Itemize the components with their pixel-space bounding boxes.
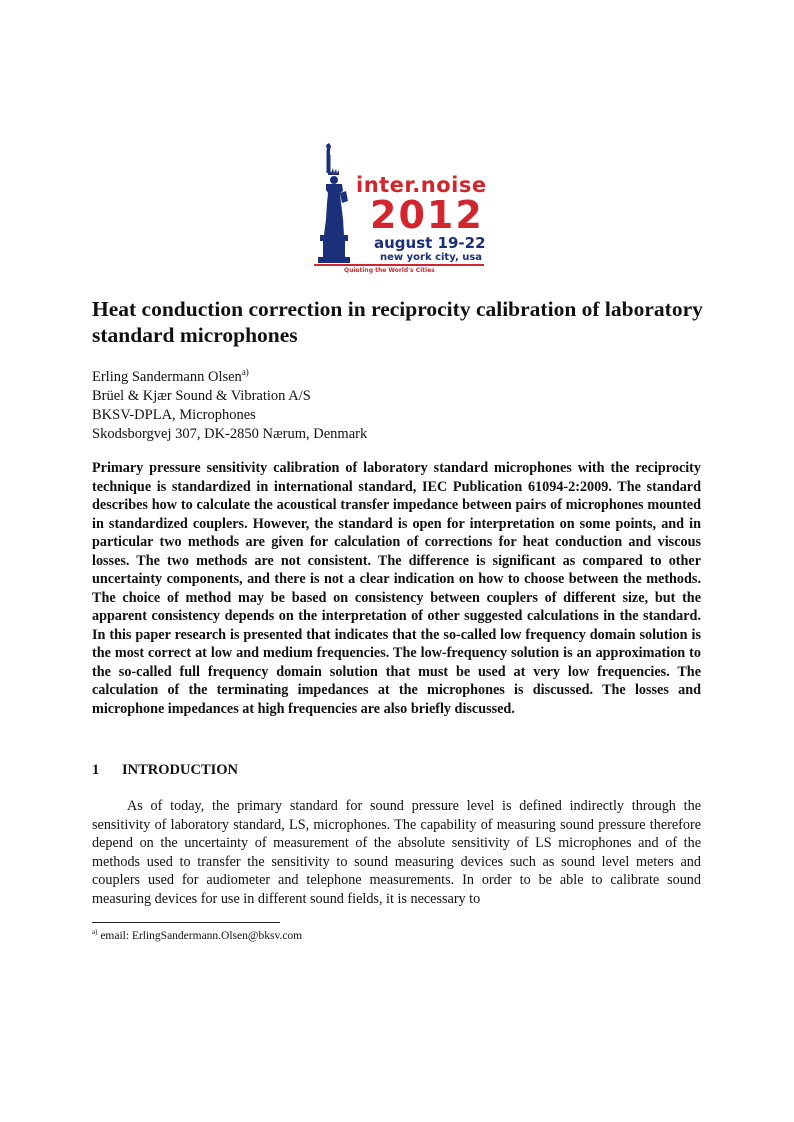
affiliation-department: BKSV-DPLA, Microphones	[92, 407, 256, 423]
statue-of-liberty-icon	[314, 143, 358, 265]
author-footnote-mark: a)	[241, 367, 249, 377]
logo-divider	[314, 264, 484, 266]
affiliation-address: Skodsborgvej 307, DK-2850 Nærum, Denmark	[92, 426, 368, 442]
author-block	[92, 368, 704, 444]
section-title: INTRODUCTION	[122, 762, 239, 778]
section-number: 1	[92, 762, 100, 778]
conference-dates: august 19-22	[374, 234, 486, 252]
paper-title: Heat conduction correction in reciprocity calibration of laboratory standard microphones	[92, 297, 703, 347]
conference-name: inter.noise	[356, 173, 487, 197]
section-heading	[92, 762, 238, 779]
conference-tagline: Quieting the World's Cities	[344, 267, 435, 274]
author-name: Erling Sandermann Olsen	[92, 369, 242, 385]
conference-logo	[312, 143, 492, 279]
conference-year: 2012	[370, 193, 484, 237]
abstract: Primary pressure sensitivity calibration of laboratory standard microphones with the reciprocity technique is standardized in international standard, IEC Publication 61094-2:2009. The standard describes how to calculate the acoustical transfer impedance between pairs of microphones mounted in standardized couplers. However, the standard is open for interpretation on some points, and in particular two methods are given for calculation of corrections for heat conduction and viscous losses. The two methods are not consistent. The difference is significant as compared to other uncertainty components, and there is not a clear indication on how to choose between the methods. The choice of method may be based on consistency between couplers of different size, but the apparent consistency depends on the interpretation of other suggested calculations in the standard. In this paper research is presented that indicates that the so-called low frequency domain solution is the most correct at low and medium frequencies. The low-frequency solution is an approximation to the so-called full frequency domain solution that must be used at very low frequencies. The calculation of the terminating impedances at the microphones is discussed. The losses and microphone impedances at high frequencies are also briefly discussed.	[92, 460, 701, 717]
footnote-text: email: ErlingSandermann.Olsen@bksv.com	[100, 930, 303, 942]
introduction-paragraph: As of today, the primary standard for sound pressure level is defined indirectly through the sensitivity of laboratory standard, LS, microphones. The capability of measuring sound pressure therefore depend on the uncertainty of measurement of the absolute sensitivity of LS microphones and of the methods used to transfer the sensitivity to sound measuring devices such as sound level meters and couplers used for audiometer and telephone measurements. In order to be able to calibrate sound measuring devices for use in different sound fields, it is necessary to	[92, 798, 701, 907]
affiliation-company: Brüel & Kjær Sound & Vibration A/S	[92, 388, 311, 404]
conference-city: new york city, usa	[380, 252, 483, 263]
footnote	[92, 930, 302, 942]
author-line	[92, 368, 704, 387]
footnote-divider	[92, 922, 280, 923]
footnote-mark: a)	[92, 928, 98, 936]
